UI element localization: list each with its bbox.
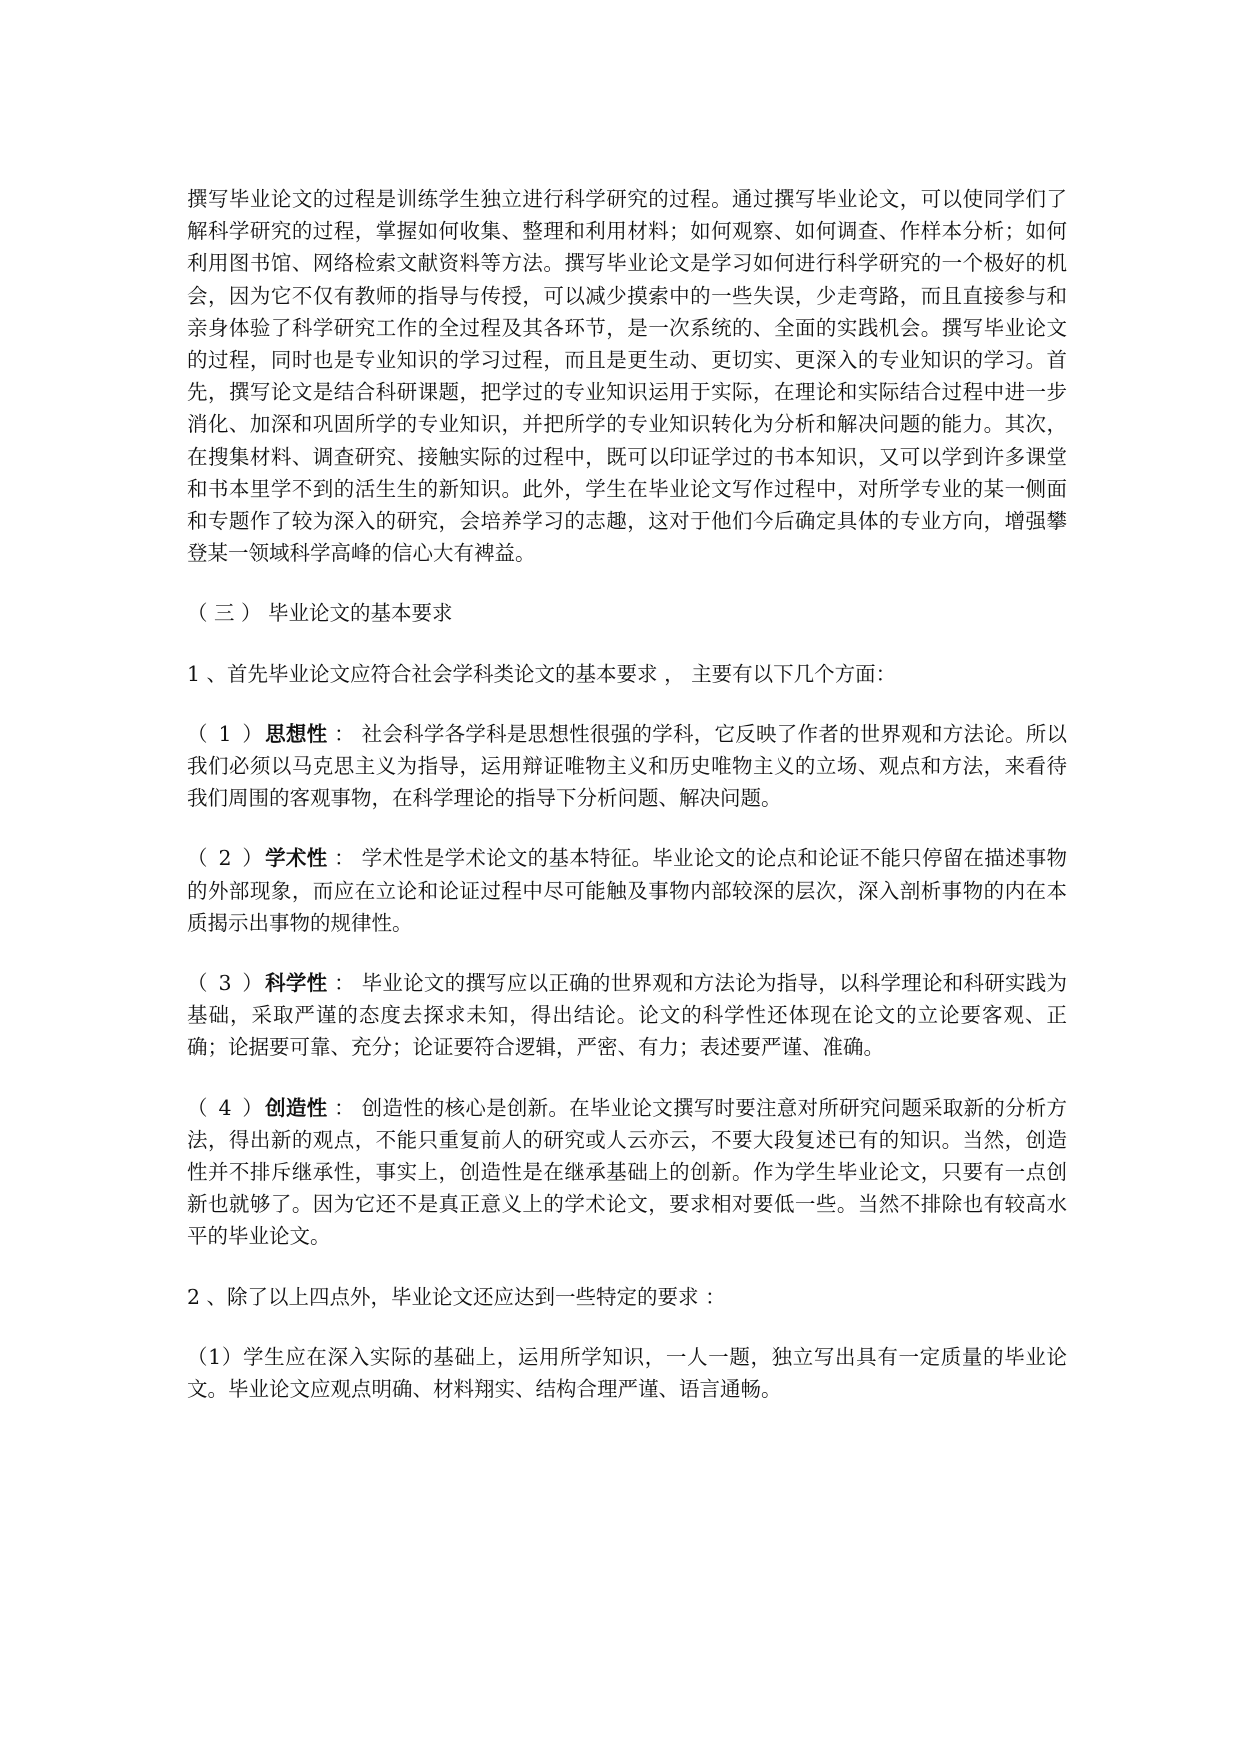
- item-text: ： 毕业论文的撰写应以正确的世界观和方法论为指导，以科学理论和科研实践为基础，采取严谨的态度去探求未知，得出结论。论文的科学性还体现在论文的立论要客观、正确；论据要可靠、充分；论证要符合逻辑，严密、有力；表述要严谨、准确。: [187, 971, 1068, 1060]
- item-label: 思想性: [265, 721, 328, 746]
- intro-paragraph: 撰写毕业论文的过程是训练学生独立进行科学研究的过程。通过撰写毕业论文，可以使同学们了解科学研究的过程，掌握如何收集、整理和利用材料；如何观察、如何调查、作样本分析；如何利用图书馆、网络检索文献资料等方法。撰写毕业论文是学习如何进行科学研究的一个极好的机会，因为它不仅有教师的指导与传授，可以减少摸索中的一些失误，少走弯路，而且直接参与和亲身体验了科学研究工作的全过程及其各环节，是一次系统的、全面的实践机会。撰写毕业论文的过程，同时也是专业知识的学习过程，而且是更生动、更切实、更深入的专业知识的学习。首先，撰写论文是结合科研课题，把学过的专业知识运用于实际，在理论和实际结合过程中进一步消化、加深和巩固所学的专业知识，并把所学的专业知识转化为分析和解决问题的能力。其次，在搜集材料、调查研究、接触实际的过程中，既可以印证学过的书本知识，又可以学到许多课堂和书本里学不到的活生生的新知识。此外，学生在毕业论文写作过程中，对所学专业的某一侧面和专题作了较为深入的研究，会培养学习的志趣，这对于他们今后确定具体的专业方向，增强攀登某一领域科学高峰的信心大有裨益。: [187, 187, 1067, 566]
- item-number: （ 4 ）: [187, 1095, 266, 1120]
- item-number: （ 3 ）: [187, 971, 266, 996]
- point2-intro: 2 、除了以上四点外，毕业论文还应达到一些特定的要求 ：: [187, 1284, 726, 1309]
- point1-intro: 1 、首先毕业论文应符合社会学科类论文的基本要求 ， 主要有以下几个方面：: [187, 661, 897, 686]
- item-text: ： 社会科学各学科是思想性很强的学科，它反映了作者的世界观和方法论。所以我们必须以马克思主义为指导，运用辩证唯物主义和历史唯物主义的立场、观点和方法，来看待我们周围的客观事物，在科学理论的指导下分析问题、解决问题。: [187, 721, 1068, 811]
- requirement-item-2: [187, 842, 1067, 939]
- requirement-item-3: [187, 967, 1067, 1064]
- item-label: 创造性: [265, 1095, 328, 1120]
- item-label: 科学性: [265, 971, 328, 996]
- document-body: [187, 183, 1067, 1405]
- item-text: ： 学术性是学术论文的基本特征。毕业论文的论点和论证不能只停留在描述事物的外部现象，而应在立论和论证过程中尽可能触及事物内部较深的层次，深入剖析事物的内在本质揭示出事物的规律性。: [187, 846, 1068, 935]
- item-number: （ 2 ）: [187, 846, 266, 871]
- requirement-item-1: [187, 718, 1067, 815]
- item-text: ： 创造性的核心是创新。在毕业论文撰写时要注意对所研究问题采取新的分析方法，得出新的观点，不能只重复前人的研究或人云亦云，不要大段复述已有的知识。当然，创造性并不排斥继承性，事实上，创造性是在继承基础上的创新。作为学生毕业论文，只要有一点创新也就够了。因为它还不是真正意义上的学术论文，要求相对要低一些。当然不排除也有较高水平的毕业论文。: [187, 1095, 1068, 1249]
- point2-item-1: （1）学生应在深入实际的基础上，运用所学知识，一人一题，独立写出具有一定质量的毕业论文。毕业论文应观点明确、材料翔实、结构合理严谨、语言通畅。: [187, 1344, 1067, 1402]
- item-label: 学术性: [265, 846, 328, 871]
- requirement-item-4: [187, 1092, 1067, 1253]
- item-number: （ 1 ）: [187, 721, 266, 746]
- section-heading: （ 三 ） 毕业论文的基本要求: [187, 601, 453, 626]
